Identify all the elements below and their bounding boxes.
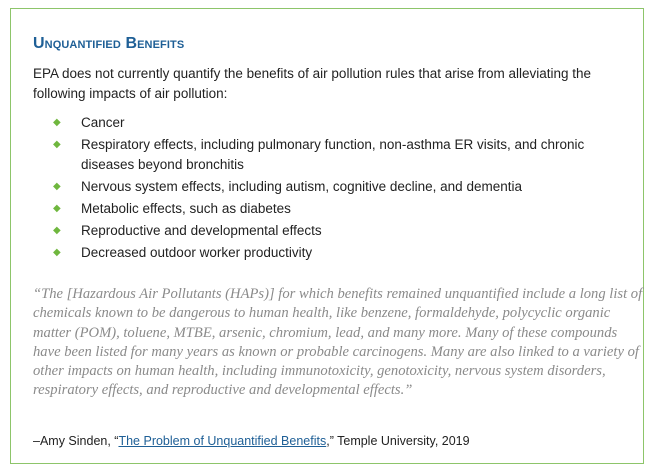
attribution-suffix: ,” Temple University, 2019: [326, 434, 470, 448]
quote-attribution: [33, 432, 470, 450]
diamond-bullet-icon: ◆: [53, 139, 61, 150]
diamond-bullet-icon: ◆: [53, 247, 61, 258]
impact-text: Respiratory effects, including pulmonary function, non-asthma ER visits, and chronic diseases beyond bronchitis: [81, 137, 585, 172]
attribution-prefix: –Amy Sinden, “: [33, 434, 119, 448]
list-item: [53, 221, 628, 241]
impact-text: Cancer: [81, 115, 125, 130]
list-item: [53, 177, 628, 197]
list-item: [53, 113, 628, 133]
list-item: [53, 135, 628, 175]
impact-text: Reproductive and developmental effects: [81, 223, 322, 238]
impact-list: [53, 113, 628, 265]
impact-text: Metabolic effects, such as diabetes: [81, 201, 291, 216]
diamond-bullet-icon: ◆: [53, 117, 61, 128]
unquantified-benefits-callout: [10, 8, 644, 464]
list-item: [53, 243, 628, 263]
impact-text: Nervous system effects, including autism, cognitive decline, and dementia: [81, 179, 522, 194]
diamond-bullet-icon: ◆: [53, 225, 61, 236]
sinden-quote: “The [Hazardous Air Pollutants (HAPs)] for which benefits remained unquantified include a long list of chemicals known to be dangerous to human health, like benzene, formaldehyde, polycyclic organic matter (POM), toluene, MTBE, arsenic, chromium, lead, and many more. Many of these compounds have been listed for many years as known or probable carcinogens. Many are also linked to a variety of other impacts on human health, including immunotoxicity, genotoxicity, nervous system disorders, respiratory effects, and reproductive and developmental effects.”: [33, 286, 643, 399]
diamond-bullet-icon: ◆: [53, 181, 61, 192]
callout-intro: EPA does not currently quantify the benefits of air pollution rules that arise from alleviating the following impacts of air pollution:: [33, 66, 592, 101]
list-item: [53, 199, 628, 219]
source-link[interactable]: The Problem of Unquantified Benefits: [118, 434, 327, 448]
impact-text: Decreased outdoor worker productivity: [81, 245, 313, 260]
diamond-bullet-icon: ◆: [53, 203, 61, 214]
callout-heading: Unquantified Benefits: [33, 35, 185, 52]
